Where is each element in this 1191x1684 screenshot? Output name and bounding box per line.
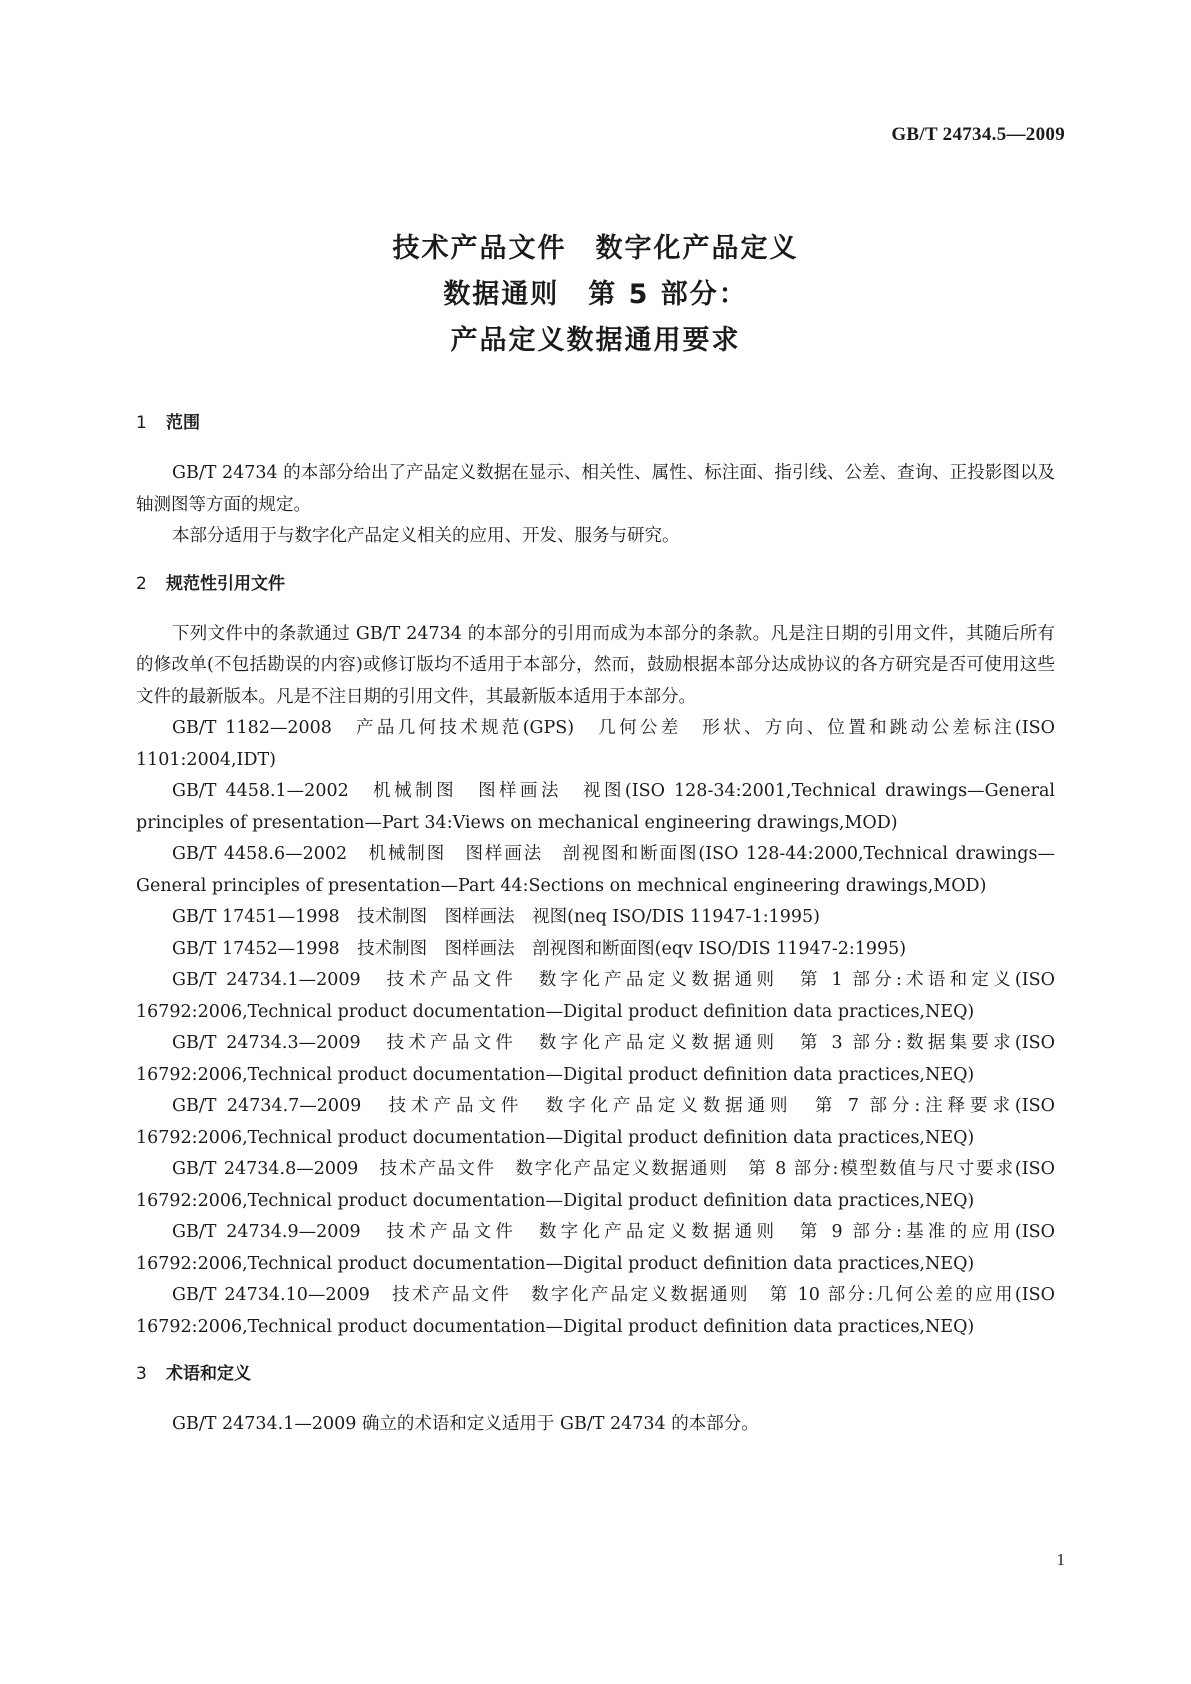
paragraph: 下列文件中的条款通过 GB/T 24734 的本部分的引用而成为本部分的条款。凡是注日期的引用文件，其随后所有的修改单(不包括勘误的内容)或修订版均不适用于本部分，然而，鼓励根据本部分达成协议的各方研究是否可使用这些文件的最新版本。凡是不注日期的引用文件，其最新版本适用于本部分。 [136, 623, 1055, 707]
section-title: 范围 [166, 413, 200, 433]
reference-item: GB/T 24734.1—2009 技术产品文件 数字化产品定义数据通则 第 1 部分:术语和定义(ISO 16792:2006,Technical product documentation—Digital product definition data practices,NEQ) [136, 970, 1055, 1022]
reference-item: GB/T 24734.3—2009 技术产品文件 数字化产品定义数据通则 第 3 部分:数据集要求(ISO 16792:2006,Technical product documentation—Digital product definition data practices,NEQ) [136, 1033, 1055, 1085]
reference-item: GB/T 24734.8—2009 技术产品文件 数字化产品定义数据通则 第 8 部分:模型数值与尺寸要求(ISO 16792:2006,Technical product documentation—Digital product definition data practices,NEQ) [136, 1159, 1055, 1211]
reference-item: GB/T 1182—2008 产品几何技术规范(GPS) 几何公差 形状、方向、位置和跳动公差标注(ISO 1101:2004,IDT) [136, 718, 1055, 770]
reference-item: GB/T 4458.1—2002 机械制图 图样画法 视图(ISO 128-34:2001,Technical drawings—General principles of presentation—Part 34:Views on mechanical engineering drawings,MOD) [136, 781, 1055, 833]
title-line-1: 技术产品文件 数字化产品定义 [392, 233, 799, 264]
section-title: 术语和定义 [166, 1364, 251, 1384]
section-number: 1 [136, 413, 147, 433]
reference-item: GB/T 24734.9—2009 技术产品文件 数字化产品定义数据通则 第 9 部分:基准的应用(ISO 16792:2006,Technical product documentation—Digital product definition data practices,NEQ) [136, 1222, 1055, 1274]
paragraph: GB/T 24734.1—2009 确立的术语和定义适用于 GB/T 24734 的本部分。 [172, 1414, 759, 1434]
section-number: 3 [136, 1364, 147, 1384]
section-scope [136, 410, 1055, 553]
reference-item: GB/T 17451—1998 技术制图 图样画法 视图(neq ISO/DIS 11947-1:1995) [172, 907, 821, 927]
reference-item: GB/T 24734.7—2009 技术产品文件 数字化产品定义数据通则 第 7 部分:注释要求(ISO 16792:2006,Technical product documentation—Digital product definition data practices,NEQ) [136, 1096, 1055, 1148]
section-number: 2 [136, 573, 147, 594]
paragraph: GB/T 24734 的本部分给出了产品定义数据在显示、相关性、属性、标注面、指引线、公差、查询、正投影图以及轴测图等方面的规定。 [136, 463, 1055, 515]
title-line-3: 产品定义数据通用要求 [450, 325, 741, 356]
section-heading [136, 571, 1055, 597]
section-title: 规范性引用文件 [166, 573, 285, 594]
title-line-2: 数据通则 第 5 部分： [443, 279, 748, 310]
reference-item: GB/T 4458.6—2002 机械制图 图样画法 剖视图和断面图(ISO 128-44:2000,Technical drawings—General principles of presentation—Part 44:Sections on mechnical engineering drawings,MOD) [136, 844, 1055, 896]
reference-item: GB/T 17452—1998 技术制图 图样画法 剖视图和断面图(eqv ISO/DIS 11947-2:1995) [172, 938, 907, 959]
document-body [136, 410, 1055, 1449]
section-terms-definitions [136, 1361, 1055, 1441]
section-heading [136, 1361, 1055, 1387]
document-title [0, 226, 1191, 364]
section-normative-references [136, 571, 1055, 1344]
section-heading [136, 410, 1055, 436]
page-number: 1 [1056, 1550, 1065, 1569]
standard-code: GB/T 24734.5—2009 [891, 124, 1065, 145]
paragraph: 本部分适用于与数字化产品定义相关的应用、开发、服务与研究。 [172, 526, 680, 546]
reference-item: GB/T 24734.10—2009 技术产品文件 数字化产品定义数据通则 第 10 部分:几何公差的应用(ISO 16792:2006,Technical product documentation—Digital product definition data practices,NEQ) [136, 1285, 1055, 1337]
reference-list [136, 713, 1055, 1343]
